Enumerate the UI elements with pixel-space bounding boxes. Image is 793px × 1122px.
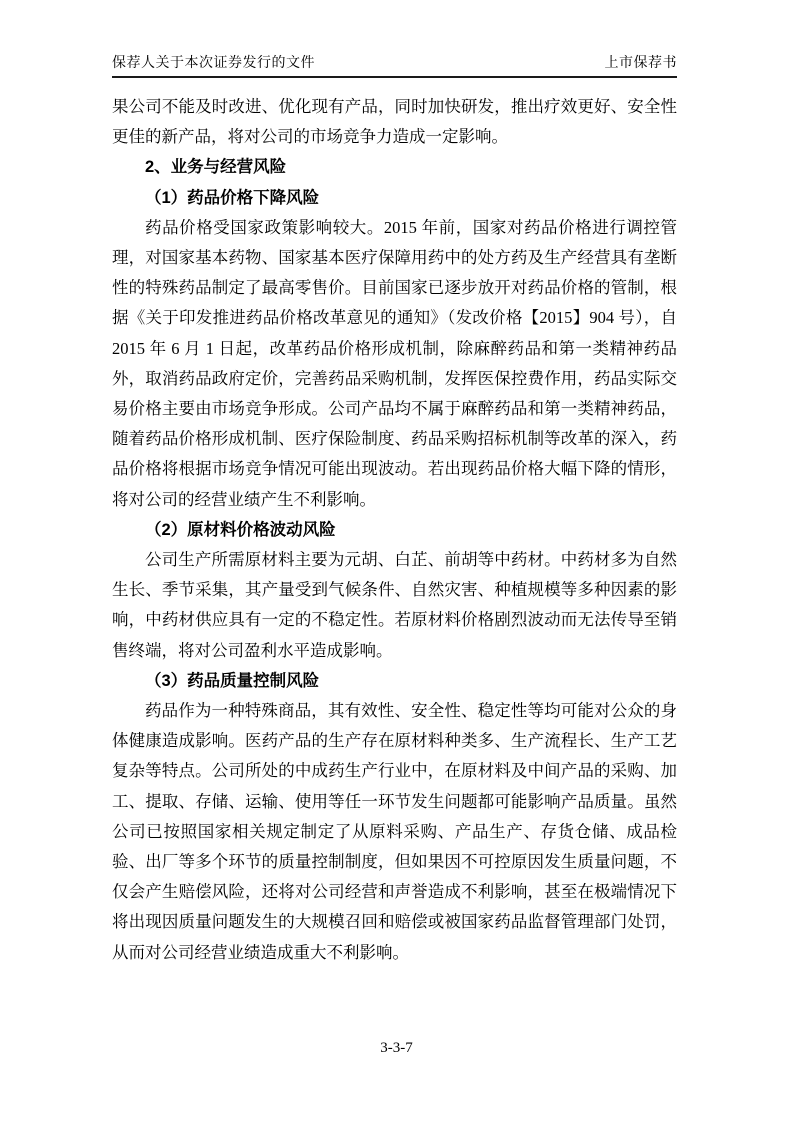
intro-continuation-paragraph: 果公司不能及时改进、优化现有产品，同时加快研发，推出疗效更好、安全性更佳的新产品，将对公司的市场竞争力造成一定影响。: [112, 97, 677, 147]
document-body: [112, 92, 677, 968]
section-heading-business-risk: 2、业务与经营风险: [145, 158, 287, 177]
subsection-heading-quality-control-risk: （3）药品质量控制风险: [145, 671, 320, 690]
subsection-paragraph-raw-material-risk: 公司生产所需原材料主要为元胡、白芷、前胡等中药材。中药材多为自然生长、季节采集，其产量受到气候条件、自然灾害、种植规模等多种因素的影响，中药材供应具有一定的不稳定性。若原材料价格剧烈波动而无法传导至销售终端，将对公司盈利水平造成影响。: [112, 550, 677, 660]
subsection-paragraph-price-decline-risk: 药品价格受国家政策影响较大。2015 年前，国家对药品价格进行调控管理，对国家基本药物、国家基本医疗保障用药中的处方药及生产经营具有垄断性的特殊药品制定了最高零售价。目前国家已逐步放开对药品价格的管制，根据《关于印发推进药品价格改革意见的通知》（发改价格【2015】904 号），自 2015 年 6 月 1 日起，改革药品价格形成机制，除麻醉药品和第一类精神药品外，取消药品政府定价，完善药品采购机制，发挥医保控费作用，药品实际交易价格主要由市场竞争形成。公司产品均不属于麻醉药品和第一类精神药品，随着药品价格形成机制、医疗保险制度、药品采购招标机制等改革的深入，药品价格将根据市场竞争情况可能出现波动。若出现药品价格大幅下降的情形，将对公司的经营业绩产生不利影响。: [112, 217, 677, 509]
header-left-text: 保荐人关于本次证券发行的文件: [112, 56, 315, 71]
subsection-paragraph-quality-control-risk: 药品作为一种特殊商品，其有效性、安全性、稳定性等均可能对公众的身体健康造成影响。医药产品的生产存在原材料种类多、生产流程长、生产工艺复杂等特点。公司所处的中成药生产行业中，在原材料及中间产品的采购、加工、提取、存储、运输、使用等任一环节发生问题都可能影响产品质量。虽然公司已按照国家相关规定制定了从原料采购、产品生产、存货仓储、成品检验、出厂等多个环节的质量控制制度，但如果因不可控原因发生质量问题，不仅会产生赔偿风险，还将对公司经营和声誉造成不利影响，甚至在极端情况下将出现因质量问题发生的大规模召回和赔偿或被国家药品监督管理部门处罚，从而对公司经营业绩造成重大不利影响。: [112, 701, 677, 962]
page-footer: [0, 1038, 793, 1058]
page-header: [112, 55, 677, 78]
subsection-heading-price-decline-risk: （1）药品价格下降风险: [145, 188, 320, 207]
page-number: 3-3-7: [380, 1040, 413, 1056]
header-right-text: 上市保荐书: [604, 56, 677, 71]
subsection-heading-raw-material-risk: （2）原材料价格波动风险: [145, 520, 336, 539]
